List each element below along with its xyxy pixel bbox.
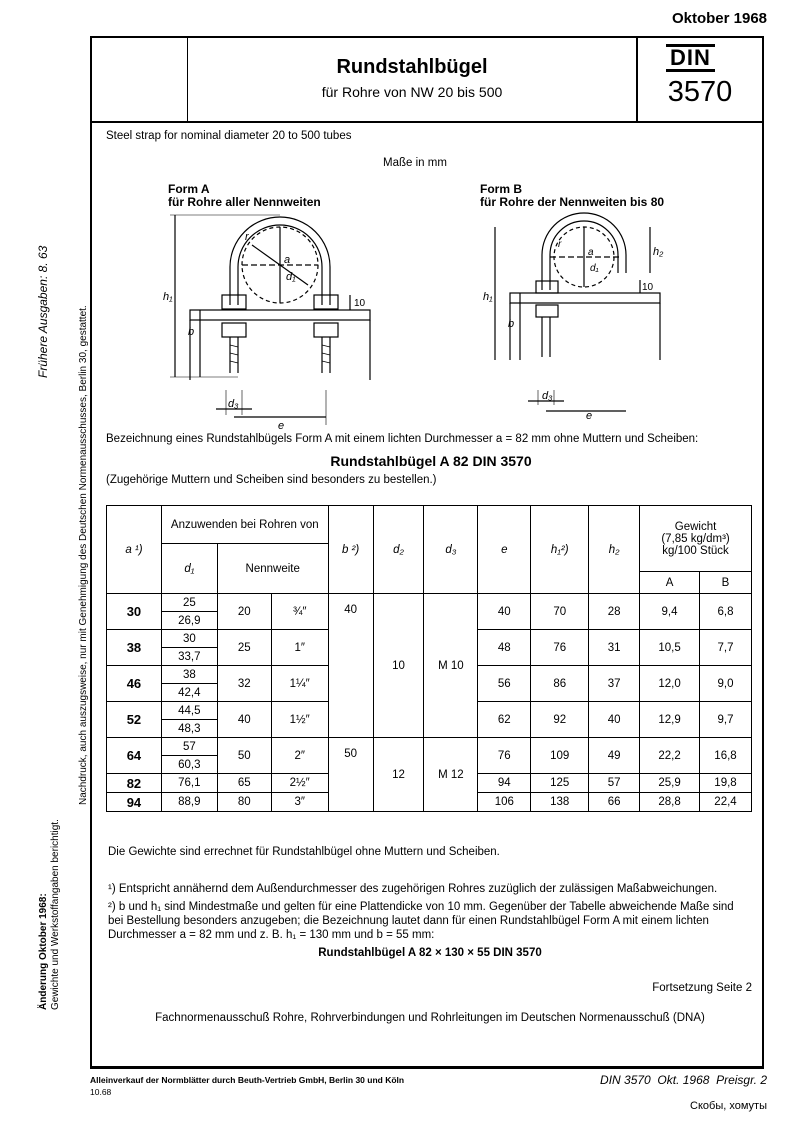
dim-h1-b: h₁ [483,291,493,303]
committee-name: Fachnormenausschuß Rohre, Rohrverbindungen und Rohrleitungen im Deutschen Normenausschuß (DNA) [155,1012,705,1024]
table-cell: 94 [107,793,162,812]
table-cell: M 12 [424,738,478,812]
dim-a-b: a [588,247,594,258]
table-cell: 109 [531,738,589,774]
table-cell: 30 [161,630,217,648]
table-cell: 57 [589,774,640,793]
table-cell: 19,8 [699,774,751,793]
th-d3: d₃ [424,506,478,594]
table-cell: 1″ [271,630,328,666]
table-cell: 25 [217,630,271,666]
form-b-drawing [480,205,680,430]
units-note: Maße in mm [383,157,447,169]
th-a: a ¹) [107,506,162,594]
table-cell: 48,3 [161,720,217,738]
table-cell: ¾″ [271,594,328,630]
document-subtitle: für Rohre von NW 20 bis 500 [321,84,503,100]
table-cell: 138 [531,793,589,812]
form-a-desc: für Rohre aller Nennweiten [168,195,321,209]
dim-d3-a: d₃ [228,398,239,410]
table-cell: 31 [589,630,640,666]
table-cell: 76,1 [161,774,217,793]
table-cell: 57 [161,738,217,756]
table-cell: 65 [217,774,271,793]
weights-note: Die Gewichte sind errechnet für Rundstahlbügel ohne Muttern und Scheiben. [108,846,500,858]
table-cell: 64 [107,738,162,774]
table-cell: 1¼″ [271,666,328,702]
table-cell: 40 [217,702,271,738]
aenderung-text: Gewichte und Werkstoffangaben berichtigt. [50,819,61,1010]
table-cell: 9,4 [640,594,700,630]
form-a-drawing [160,205,400,430]
table-cell: 33,7 [161,648,217,666]
table-cell: M 10 [424,594,478,738]
th-h2: h₂ [589,506,640,594]
table-cell: 92 [531,702,589,738]
dim-b-b: b [508,318,515,330]
header-divider [90,121,764,123]
footer-din-ref: DIN 3570 Okt. 1968 Preisgr. 2 [600,1073,767,1087]
footer-russian-label: Скобы, хомуты [690,1100,767,1112]
table-cell: 52 [107,702,162,738]
th-d1: d₁ [161,544,217,594]
table-cell: 22,2 [640,738,700,774]
table-cell: 60,3 [161,756,217,774]
table-cell: 22,4 [699,793,751,812]
table-cell: 44,5 [161,702,217,720]
footnote-2: ²) b und h₁ sind Mindestmaße und gelten für eine Plattendicke von 10 mm. Gegenüber der Tabelle abweichende Maße sind bei Bestellung besonders anzugeben; die Bezeichnung lautet dann für einen Rundstahlbügel Form A mit einem lichten Durchmesser a = 82 mm und z. B. h₁ = 130 mm und b = 55 mm: [108,901,734,941]
th-h1: h₁²) [531,506,589,594]
table-cell: 49 [589,738,640,774]
table-cell: 66 [589,793,640,812]
table-cell: 28,8 [640,793,700,812]
form-b-title: Form B [480,182,522,196]
table-cell: 12,0 [640,666,700,702]
designation-note: (Zugehörige Muttern und Scheiben sind besonders zu bestellen.) [106,474,437,486]
th-anzuwenden: Anzuwenden bei Rohren von [161,506,328,544]
dim-d1-a: d₁ [286,271,296,283]
table-cell: 86 [531,666,589,702]
table-cell: 76 [478,738,531,774]
table-cell: 26,9 [161,612,217,630]
footer-publisher: Alleinverkauf der Normblätter durch Beuth-Vertrieb GmbH, Berlin 30 und Köln [90,1075,405,1085]
dim-d1-b: d₁ [590,263,599,274]
table-cell: 46 [107,666,162,702]
dim-h1-a: h₁ [163,291,173,303]
table-cell: 76 [531,630,589,666]
dim-r-a: r [245,231,249,243]
table-cell: 30 [107,594,162,630]
table-cell: 12,9 [640,702,700,738]
table-cell: 40 [328,594,373,738]
table-cell: 82 [107,774,162,793]
table-cell: 10 [373,594,424,738]
designation-text: Bezeichnung eines Rundstahlbügels Form A mit einem lichten Durchmesser a = 82 mm ohne Muttern und Scheiben: [106,433,699,445]
table-cell: 50 [217,738,271,774]
th-e: e [478,506,531,594]
table-cell: 38 [161,666,217,684]
table-cell: 2½″ [271,774,328,793]
th-col-b: B [699,572,751,594]
edition-date: Oktober 1968 [671,10,767,27]
table-cell: 20 [217,594,271,630]
dim-e-b: e [586,410,593,422]
table-cell: 16,8 [699,738,751,774]
dim-d3-b: d₃ [542,390,553,402]
dim-h2-b: h₂ [653,246,664,258]
table-cell: 50 [328,738,373,812]
designation-example: Rundstahlbügel A 82 DIN 3570 [330,453,532,469]
table-cell: 42,4 [161,684,217,702]
table-cell: 25,9 [640,774,700,793]
dimension-table [106,505,752,812]
table-cell: 3″ [271,793,328,812]
header-divider-left [187,36,188,122]
table-cell: 2″ [271,738,328,774]
dim-a-a: a [284,254,291,266]
th-col-a: A [640,572,700,594]
table-cell: 32 [217,666,271,702]
table-cell: 62 [478,702,531,738]
table-cell: 25 [161,594,217,612]
footnote-example: Rundstahlbügel A 82 × 130 × 55 DIN 3570 [318,947,542,959]
dim-b-a: b [188,326,195,338]
dim-10-b: 10 [642,282,654,293]
nachdruck-notice: Nachdruck, auch auszugsweise, nur mit Genehmigung des Deutschen Normenausschusses, Berlin 30, gestattet. [78,305,89,805]
table-cell: 37 [589,666,640,702]
form-b-desc: für Rohre der Nennweiten bis 80 [480,195,665,209]
footnote-1: ¹) Entspricht annähernd dem Außendurchmesser des zugehörigen Rohres zuzüglich der zulässigen Maßabweichungen. [108,883,718,895]
document-title: Rundstahlbügel [336,56,488,78]
dim-r-b: r [558,239,562,250]
th-nennweite: Nennweite [217,544,328,594]
table-cell: 125 [531,774,589,793]
table-cell: 9,7 [699,702,751,738]
footer-divider [90,1068,764,1069]
table-cell: 40 [478,594,531,630]
table-cell: 48 [478,630,531,666]
fruehere-ausgaben: Frühere Ausgaben: 8. 63 [36,245,50,378]
english-title: Steel strap for nominal diameter 20 to 500 tubes [106,130,352,142]
table-cell: 1½″ [271,702,328,738]
table-cell: 94 [478,774,531,793]
form-a-title: Form A [168,182,210,196]
header-divider-right [636,36,638,122]
th-gewicht: Gewicht (7,85 kg/dm³) kg/100 Stück [640,506,752,572]
footer-code: 10.68 [90,1087,112,1097]
table-cell: 38 [107,630,162,666]
table-cell: 10,5 [640,630,700,666]
aenderung-title: Änderung Oktober 1968: [38,893,49,1010]
table-cell: 56 [478,666,531,702]
table-cell: 28 [589,594,640,630]
th-d2: d₂ [373,506,424,594]
table-cell: 12 [373,738,424,812]
table-cell: 70 [531,594,589,630]
table-cell: 40 [589,702,640,738]
dim-10-a: 10 [354,298,366,309]
table-cell: 9,0 [699,666,751,702]
table-cell: 80 [217,793,271,812]
continuation-note: Fortsetzung Seite 2 [652,982,752,994]
table-cell: 88,9 [161,793,217,812]
din-number: 3570 [667,76,733,108]
table-cell: 6,8 [699,594,751,630]
table-cell: 106 [478,793,531,812]
dim-e-a: e [278,420,285,430]
din-logo: DIN [666,44,715,72]
th-b: b ²) [328,506,373,594]
table-cell: 7,7 [699,630,751,666]
